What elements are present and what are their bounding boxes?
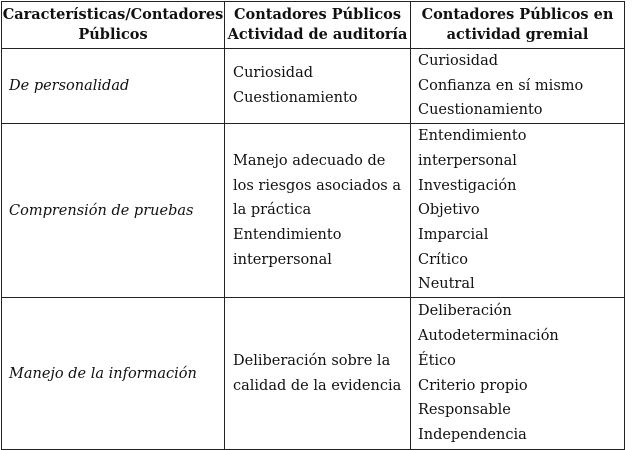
- guild-cell: [411, 124, 625, 298]
- header-line: Contadores Públicos: [234, 6, 401, 23]
- list-item: interpersonal: [418, 152, 517, 169]
- list-item: interpersonal: [233, 251, 332, 268]
- row-label: De personalidad: [2, 49, 225, 124]
- list-item: Responsable: [418, 402, 511, 419]
- list-item: Investigación: [418, 177, 517, 194]
- list-item: Deliberación: [418, 303, 512, 320]
- list-item: Deliberación sobre la: [233, 352, 391, 369]
- list-item: Crítico: [418, 251, 468, 268]
- list-item: Manejo adecuado de: [233, 152, 386, 169]
- header-line: Contadores Públicos en: [421, 6, 614, 23]
- list-item: Ético: [418, 352, 456, 369]
- guild-cell: [411, 298, 625, 450]
- list-item: Imparcial: [418, 226, 489, 243]
- table-row: [2, 124, 625, 298]
- audit-cell: [225, 298, 411, 450]
- table-row: [2, 298, 625, 450]
- header-line: actividad gremial: [446, 26, 589, 43]
- header-line: Actividad de auditoría: [227, 26, 408, 43]
- list-item: la práctica: [233, 202, 312, 219]
- guild-cell: [411, 49, 625, 124]
- list-item: Objetivo: [418, 202, 480, 219]
- row-label: Manejo de la información: [2, 298, 225, 450]
- list-item: Entendimiento: [418, 128, 527, 145]
- list-item: Entendimiento: [233, 226, 342, 243]
- list-item: Cuestionamiento: [418, 102, 543, 119]
- header-audit-activity: [225, 2, 411, 49]
- characteristics-table: [1, 1, 625, 450]
- list-item: Curiosidad: [233, 65, 314, 82]
- table-header-row: [2, 2, 625, 49]
- list-item: calidad de la evidencia: [233, 377, 402, 394]
- list-item: los riesgos asociados a: [233, 177, 401, 194]
- header-guild-activity: [411, 2, 625, 49]
- list-item: Curiosidad: [418, 53, 499, 69]
- header-line: Características/Contadores: [2, 6, 224, 23]
- list-item: Independencia: [418, 426, 527, 443]
- list-item: Autodeterminación: [418, 328, 559, 345]
- row-label: Comprensión de pruebas: [2, 124, 225, 298]
- list-item: Confianza en sí mismo: [418, 77, 584, 94]
- list-item: Criterio propio: [418, 377, 528, 394]
- header-line: Públicos: [78, 26, 148, 43]
- list-item: Neutral: [418, 276, 475, 293]
- header-characteristics: [2, 2, 225, 49]
- table-row: [2, 49, 625, 124]
- list-item: Cuestionamiento: [233, 90, 358, 107]
- audit-cell: [225, 124, 411, 298]
- audit-cell: [225, 49, 411, 124]
